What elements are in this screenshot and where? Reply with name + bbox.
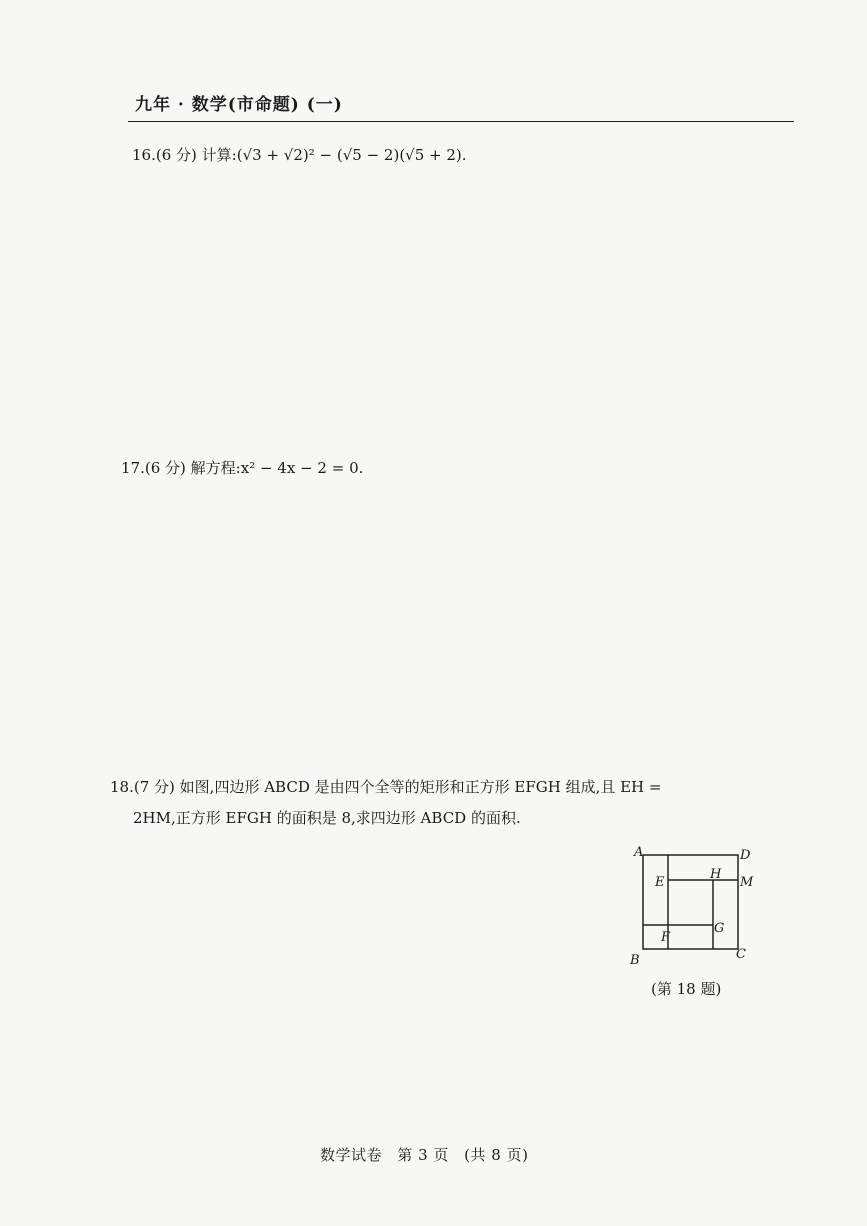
footer-subject: 数学试卷 bbox=[320, 1146, 383, 1164]
question-16 bbox=[132, 140, 467, 170]
label-m: M bbox=[740, 875, 754, 890]
question-expression: (√3 + √2)² − (√5 − 2)(√5 + 2). bbox=[236, 146, 467, 164]
question-18-figure bbox=[626, 842, 756, 966]
header-divider bbox=[128, 121, 794, 122]
label-c: C bbox=[736, 947, 746, 962]
label-h: H bbox=[710, 867, 722, 882]
question-17 bbox=[121, 453, 363, 483]
question-text-line2: 2HM,正方形 EFGH 的面积是 8,求四边形 ABCD 的面积. bbox=[133, 809, 521, 827]
label-a: A bbox=[634, 845, 644, 860]
question-prompt: 解方程: bbox=[190, 459, 241, 477]
figure-caption: (第 18 题) bbox=[651, 980, 722, 998]
question-number: 17. bbox=[121, 459, 145, 477]
label-d: D bbox=[740, 848, 751, 863]
question-expression: x² − 4x − 2 = 0. bbox=[240, 459, 364, 477]
page-footer bbox=[320, 1144, 538, 1165]
label-b: B bbox=[630, 953, 640, 966]
question-number: 16. bbox=[132, 146, 156, 164]
question-18-line2 bbox=[133, 803, 521, 833]
label-f: F bbox=[661, 930, 671, 945]
question-score: (7 分) bbox=[133, 778, 175, 796]
question-text-line1: 如图,四边形 ABCD 是由四个全等的矩形和正方形 EFGH 组成,且 EH = bbox=[179, 778, 662, 796]
question-score: (6 分) bbox=[144, 459, 186, 477]
label-g: G bbox=[714, 921, 725, 936]
question-number: 18. bbox=[110, 778, 134, 796]
footer-total-pages: (共 8 页) bbox=[464, 1146, 529, 1164]
question-18 bbox=[110, 772, 661, 802]
question-prompt: 计算: bbox=[201, 146, 237, 164]
page-header-title: 九年 · 数学(市命题) (一) bbox=[135, 95, 343, 115]
question-score: (6 分) bbox=[155, 146, 197, 164]
footer-page-number: 第 3 页 bbox=[397, 1146, 449, 1164]
label-e: E bbox=[655, 875, 665, 890]
